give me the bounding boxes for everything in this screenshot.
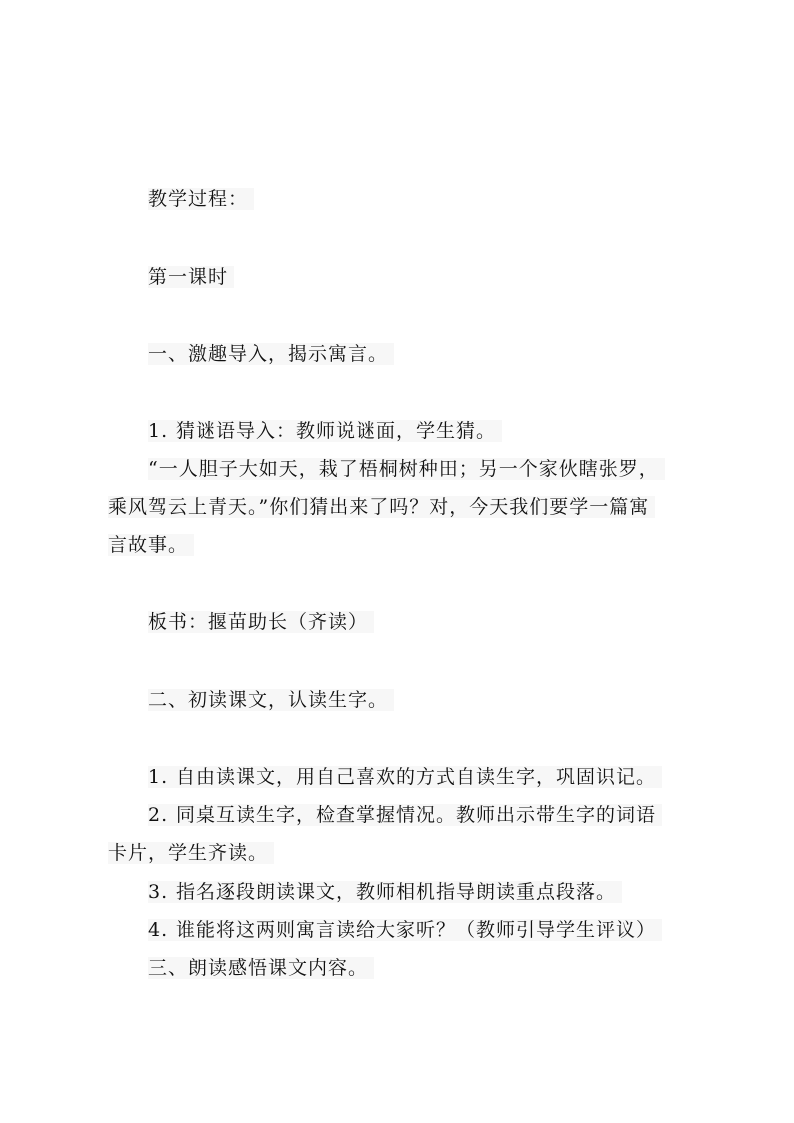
item-number: 3. [148,881,169,903]
item-number: 2. [148,804,169,826]
item-text: 自由读课文，用自己喜欢的方式自读生字，巩固识记。 [176,766,657,788]
item-text: 同桌互读生字，检查掌握情况。教师出示带生字的词语 [176,804,657,826]
section-2-item-3 [148,879,622,905]
board-writing: 板书：揠苗助长（齐读） [148,609,374,635]
item-text: 指名逐段朗读课文，教师相机指导朗读重点段落。 [176,881,617,903]
item-number: 1. [148,420,169,442]
section-3-title: 三、朗读感悟课文内容。 [148,955,374,981]
lesson-title: 第一课时 [148,264,234,290]
section-2-item-2 [148,802,662,828]
item-number: 1. [148,766,169,788]
section-1-title: 一、激趣导入，揭示寓言。 [148,341,394,367]
section-2-item-4 [148,917,662,943]
item-text: 猜谜语导入：教师说谜面，学生猜。 [176,420,497,442]
section-2-title: 二、初读课文，认读生字。 [148,687,394,713]
item-number: 4. [148,919,169,941]
item-text: 谁能将这两则寓言读给大家听？（教师引导学生评议） [176,919,657,941]
riddle-line-1: “一人胆子大如天，栽了梧桐树种田；另一个家伙瞎张罗， [148,456,665,482]
section-2-item-1 [148,764,662,790]
heading-teaching-process: 教学过程： [148,186,254,212]
section-2-item-2-continued: 卡片，学生齐读。 [108,840,274,866]
section-1-item-1 [148,418,502,444]
riddle-line-2: 乘风驾云上青天。”你们猜出来了吗？对，今天我们要学一篇寓 [108,494,655,520]
riddle-line-3: 言故事。 [108,532,194,558]
